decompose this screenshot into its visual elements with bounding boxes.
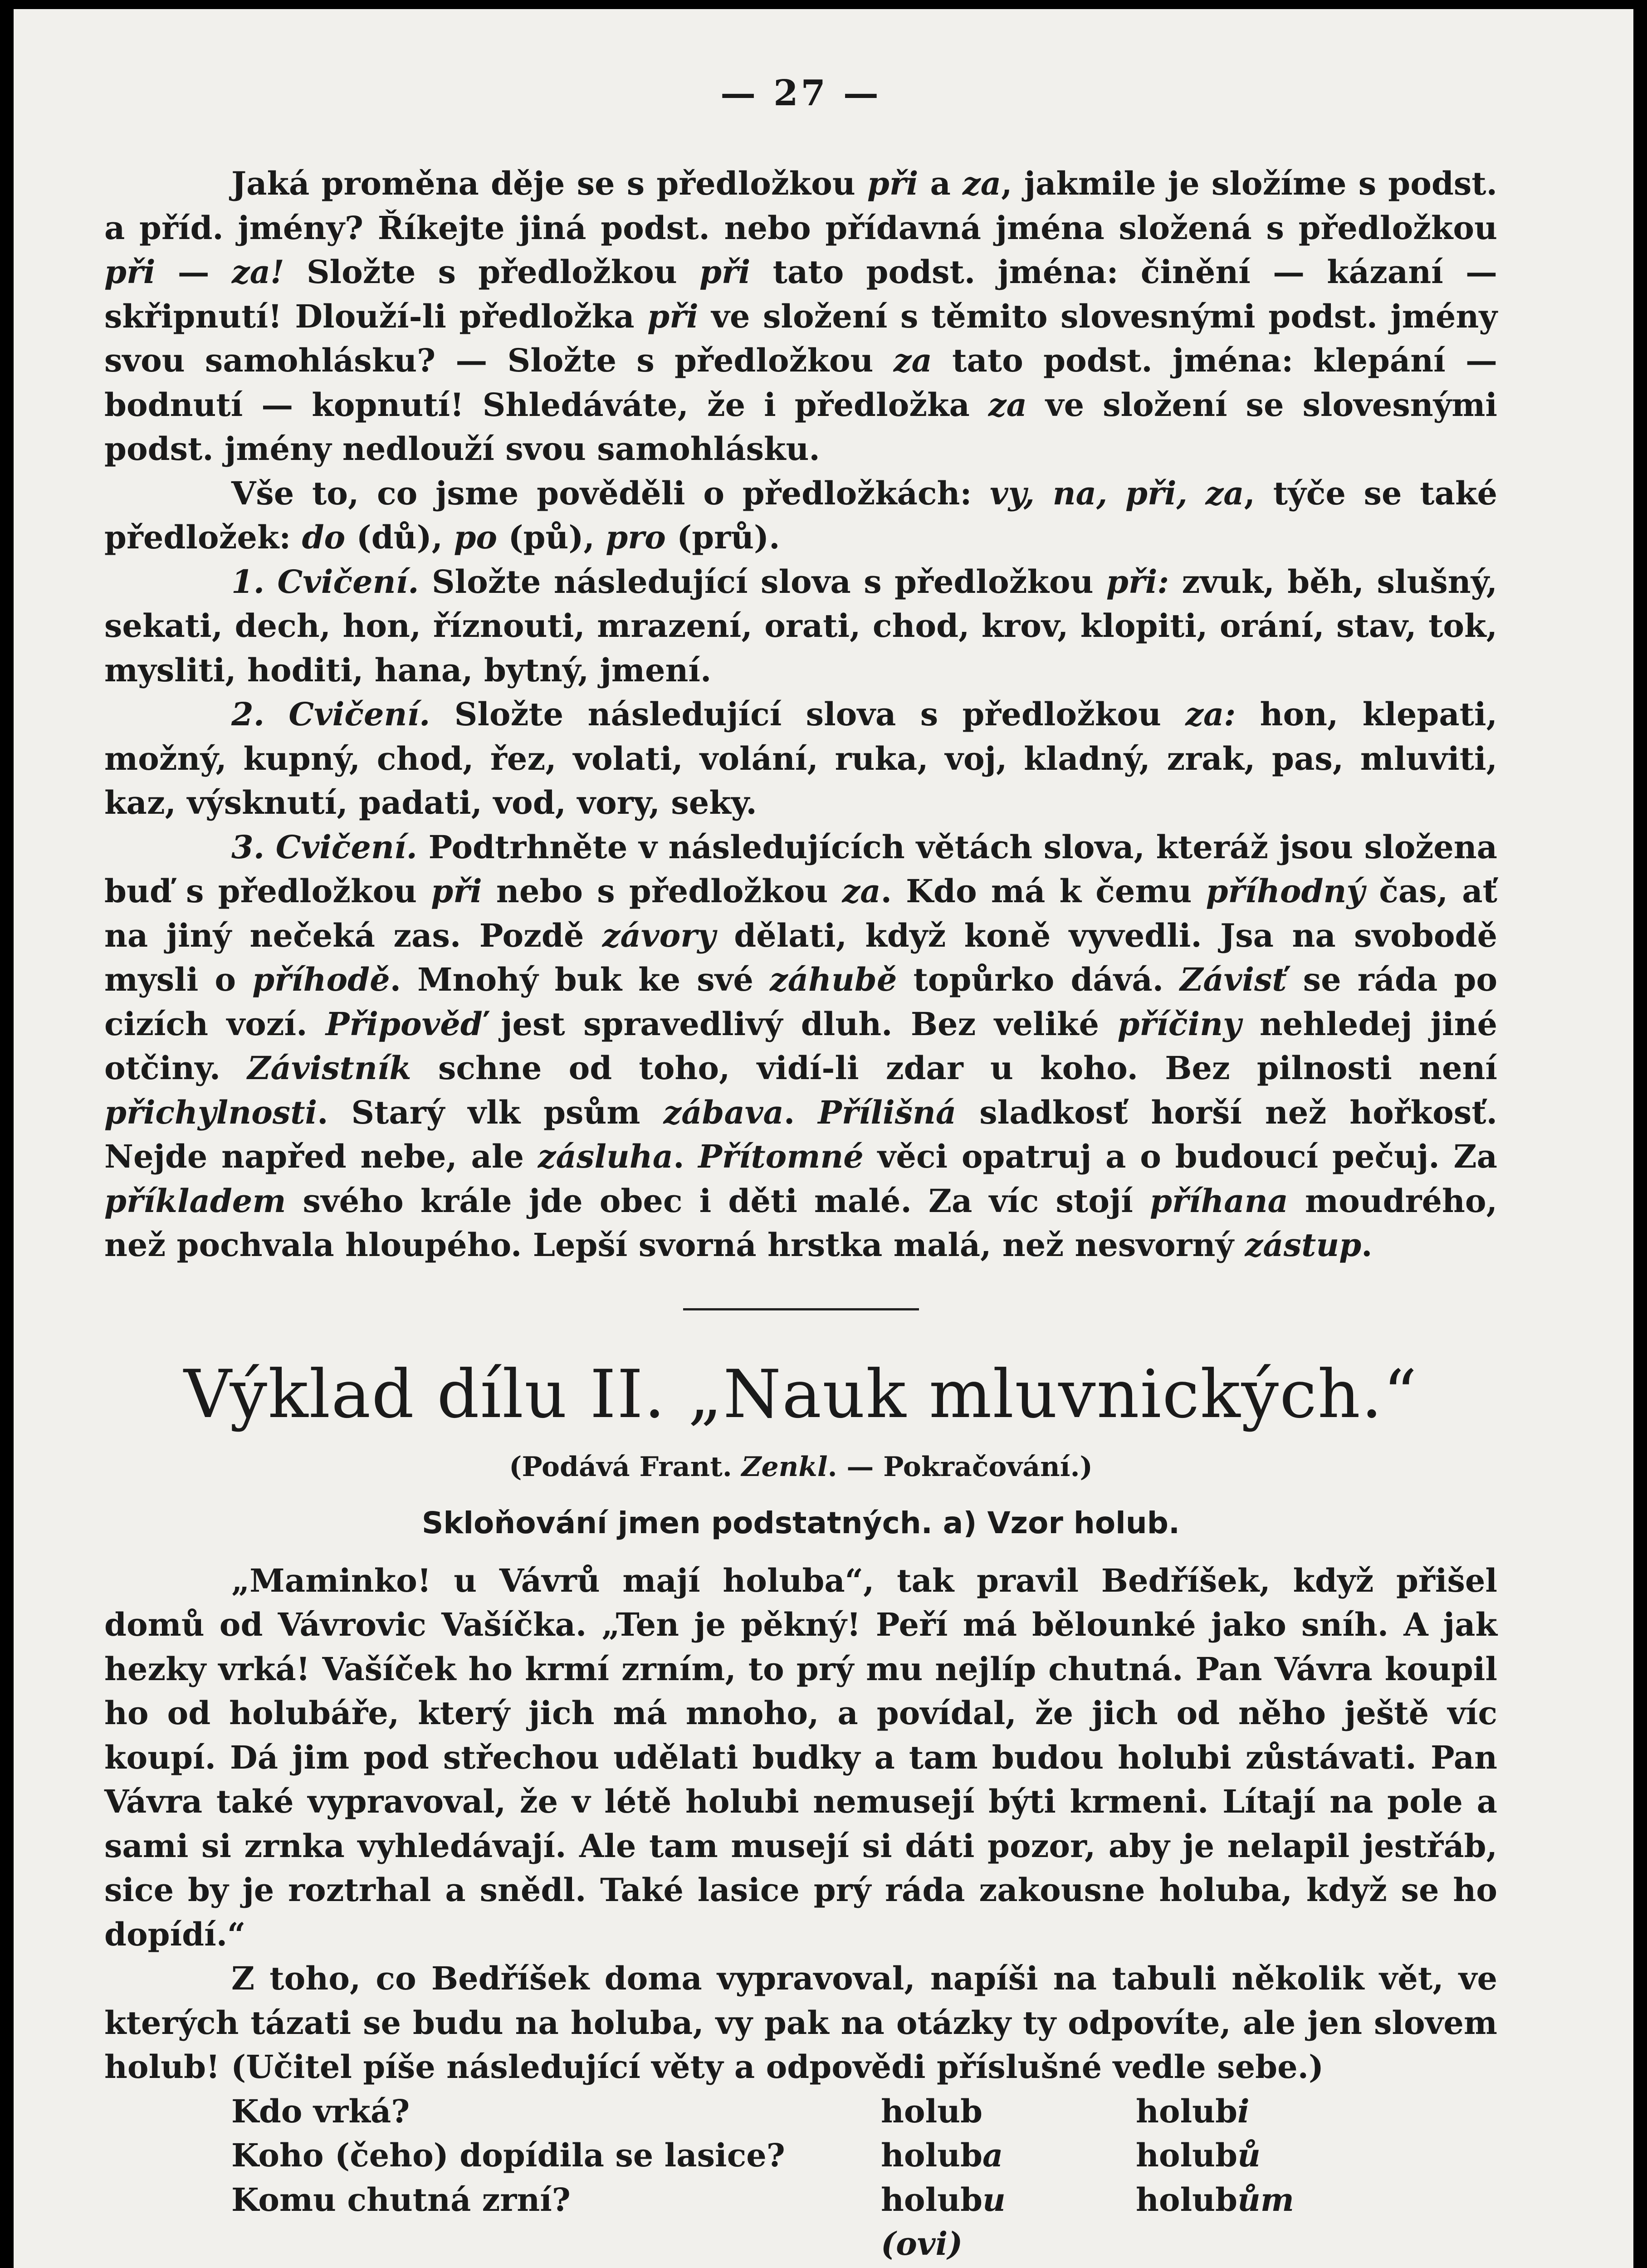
section-divider bbox=[683, 1308, 919, 1310]
instruction-paragraph: Z toho, co Bedříšek doma vypravoval, napíši na tabuli několik vět, ve kterých tázati se budu na holuba, vy pak na otázky ty odpovíte, ale jen slovem holub! (Učitel píše následující věty a odpovědi příslušné vedle sebe.) bbox=[104, 1960, 1497, 2086]
singular-form: holubu (ovi) bbox=[881, 2180, 1006, 2263]
singular-form bbox=[881, 2266, 1071, 2268]
declension-question: Kdo vrká? bbox=[231, 2092, 410, 2130]
plural-form bbox=[1136, 2266, 1317, 2268]
singular-form: holub bbox=[881, 2092, 983, 2130]
page-number: — 27 — bbox=[720, 73, 881, 114]
declension-question: Komu chutná zrní? bbox=[231, 2180, 571, 2219]
intro-paragraph-2: Vše to, co jsme pověděli o předložkách: vy, na, při, za, týče se také předložek: do (dů), po (pů), pro (prů). bbox=[104, 474, 1497, 556]
singular-preposition bbox=[798, 2089, 881, 2134]
section-subtitle: Skloňování jmen podstatných. a) Vzor holub. bbox=[421, 1505, 1180, 1540]
singular-form: holuba bbox=[881, 2136, 1003, 2174]
declension-row bbox=[231, 2178, 1317, 2266]
story-paragraph: „Maminko! u Vávrů mají holuba“, tak pravil Bedříšek, když přišel domů od Vávrovic Vašíčka. „Ten je pěkný! Peří má bělounké jako sníh. A jak hezky vrká! Vašíček ho krmí zrním, to prý mu nejlíp chutná. Pan Vávra koupil ho od holubáře, který jich má mnoho, a povídal, že jich od něho ještě víc koupí. Dá jim pod střechou udělati budky a tam budou holubi zůstávati. Pan Vávra také vypravoval, že v létě holubi nemusejí býti krmeni. Lítají na pole a sami si zrnka vyhledávají. Ale tam musejí si dáti pozor, aby je nelapil jestřáb, sice by je roztrhal a snědl. Také lasice prý ráda zakousne holuba, když se ho dopídí.“ bbox=[104, 1561, 1497, 1953]
plural-preposition bbox=[1071, 2178, 1136, 2266]
document-page bbox=[14, 9, 1633, 2268]
plural-preposition bbox=[1071, 2089, 1136, 2134]
singular-preposition bbox=[798, 2266, 881, 2268]
declension-row bbox=[231, 2133, 1317, 2178]
declension-table bbox=[231, 2089, 1317, 2268]
declension-row bbox=[231, 2266, 1317, 2268]
exercise-2: 2. Cvičení. Složte následující slova s předložkou za: hon, klepati, možný, kupný, chod, řez, volati, volání, ruka, voj, kladný, zrak, pas, mluviti, kaz, výsknutí, padati, vod, vory, seky. bbox=[104, 695, 1497, 821]
exercise-3: 3. Cvičení. Podtrhněte v následujících větách slova, kteráž jsou složena buď s předložkou při nebo s předložkou za. Kdo má k čemu příhodný čas, ať na jiný nečeká zas. Pozdě závory dělati, když koně vyvedli. Jsa na svobodě mysli o příhodě. Mnohý buk ke své záhubě topůrko dává. Závisť se ráda po cizích vozí. Připověď jest spravedlivý dluh. Bez veliké příčiny nehledej jiné otčiny. Závistník schne od toho, vidí-li zdar u koho. Bez pilnosti není přichylnosti. Starý vlk psům zábava. Přílišná sladkosť horší než hořkosť. Nejde napřed nebe, ale zásluha. Přítomné věci opatruj a o budoucí pečuj. Za příkladem svého krále jde obec i děti malé. Za víc stojí příhana moudrého, než pochvala hloupého. Lepší svorná hrstka malá, než nesvorný zástup. bbox=[104, 828, 1498, 1264]
intro-paragraph-1: Jaká proměna děje se s předložkou při a za, jakmile je složíme s podst. a příd. jmény? Říkejte jiná podst. nebo přídavná jména složená s předložkou při — za! Složte s předložkou při tato podst. jména: činění — kázaní — skřipnutí! Dlouží-li předložka při ve složení s těmito slovesnými podst. jmény svou samohlásku? — Složte s předložkou za tato podst. jména: klepání — bodnutí — kopnutí! Shledáváte, že i předložka za ve složení se slovesnými podst. jmény nedlouží svou samohlásku. bbox=[104, 165, 1498, 468]
declension-row bbox=[231, 2089, 1317, 2134]
declension-question bbox=[231, 2266, 798, 2268]
plural-form: holubům bbox=[1136, 2180, 1294, 2219]
declension-question: Koho (čeho) dopídila se lasice? bbox=[231, 2136, 785, 2174]
plural-form: holubů bbox=[1136, 2136, 1261, 2174]
singular-preposition bbox=[798, 2133, 881, 2178]
singular-preposition bbox=[798, 2178, 881, 2266]
plural-form: holubi bbox=[1136, 2092, 1250, 2130]
plural-preposition bbox=[1071, 2266, 1136, 2268]
section-byline: (Podává Frant. Zenkl. — Pokračování.) bbox=[509, 1451, 1093, 1483]
exercise-1: 1. Cvičení. Složte následující slova s předložkou při: zvuk, běh, slušný, sekati, dech, hon, říznouti, mrazení, orati, chod, krov, klopiti, orání, stav, tok, mysliti, hoditi, hana, bytný, jmení. bbox=[104, 562, 1497, 689]
plural-preposition bbox=[1071, 2133, 1136, 2178]
section-title: Výklad dílu II. „Nauk mluvnických.“ bbox=[184, 1355, 1418, 1433]
